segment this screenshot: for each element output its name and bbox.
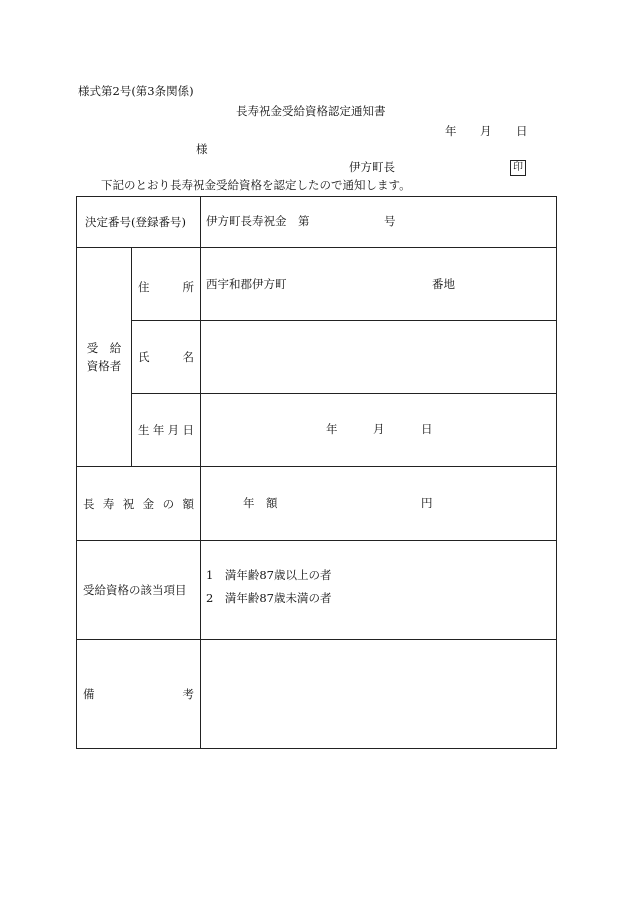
address-suffix: 番地 (432, 277, 456, 291)
decision-suffix: 号 (384, 214, 396, 228)
name-label (132, 321, 201, 394)
decision-row (77, 197, 557, 248)
birthdate-label (132, 394, 201, 467)
eligibility-value-cell (201, 541, 557, 640)
decision-value-cell (201, 197, 557, 248)
amount-value-cell (201, 467, 557, 541)
amount-label-char-3: 祝 (122, 496, 135, 511)
amount-row (77, 467, 557, 541)
remarks-row (77, 640, 557, 749)
remarks-label-char-2: 考 (182, 687, 195, 701)
address-row (77, 248, 557, 321)
remarks-value-cell (201, 640, 557, 749)
yen-unit: 円 (421, 495, 433, 510)
address-label-char-2: 所 (182, 280, 195, 294)
amount-label-char-1: 長 (83, 496, 95, 511)
name-row (77, 321, 557, 394)
amount-label-char-6: 額 (182, 496, 194, 511)
address-value-cell (201, 248, 557, 321)
decision-prefix: 伊方町長寿祝金 第 (206, 214, 310, 228)
amount-label (77, 467, 201, 541)
remarks-label-char-1: 備 (83, 687, 95, 701)
birthdate-label-char-2: 年 (152, 423, 165, 437)
decision-label: 決定番号(登録番号) (77, 197, 201, 248)
name-label-char-2: 名 (182, 350, 195, 364)
date-day: 日 (516, 124, 528, 138)
form-number: 様式第2号(第3条関係) (78, 84, 194, 98)
certification-table (76, 196, 557, 749)
address-label-char-1: 住 (138, 280, 150, 294)
recipient-suffix: 様 (196, 142, 208, 156)
recipient-group-label (77, 248, 132, 467)
birthdate-value-cell (201, 394, 557, 467)
birth-year: 年 (326, 422, 338, 436)
birthdate-row (77, 394, 557, 467)
name-value-cell (201, 321, 557, 394)
birthdate-label-char-4: 日 (182, 423, 194, 437)
date-month: 月 (480, 124, 492, 138)
recipient-group-line1: 受 給 (86, 340, 122, 355)
intro-text: 下記のとおり長寿祝金受給資格を認定したので通知します。 (101, 178, 411, 192)
birthdate-label-char-3: 月 (167, 423, 180, 437)
remarks-label (77, 640, 201, 749)
address-value: 西宇和郡伊方町 (206, 277, 287, 291)
document-title: 長寿祝金受給資格認定通知書 (236, 104, 386, 118)
recipient-group-line2: 資格者 (86, 359, 122, 373)
birth-day: 日 (421, 422, 433, 436)
address-label (132, 248, 201, 321)
birth-month: 月 (373, 422, 385, 436)
eligibility-label: 受給資格の該当項目 (77, 541, 201, 640)
seal-mark: 印 (510, 160, 526, 176)
eligibility-item-1: 1 満年齢87歳以上の者 (206, 568, 332, 582)
amount-label-char-4: 金 (142, 496, 155, 511)
name-label-char-1: 氏 (138, 350, 150, 364)
issuer-name: 伊方町長 (349, 160, 395, 174)
eligibility-item-2: 2 満年齢87歳未満の者 (206, 591, 332, 605)
amount-label-char-2: 寿 (102, 496, 115, 511)
date-year: 年 (445, 124, 457, 138)
eligibility-row (77, 541, 557, 640)
annual-amount-label: 年 額 (243, 495, 278, 510)
birthdate-label-char-1: 生 (138, 423, 150, 437)
amount-label-char-5: の (162, 496, 175, 511)
